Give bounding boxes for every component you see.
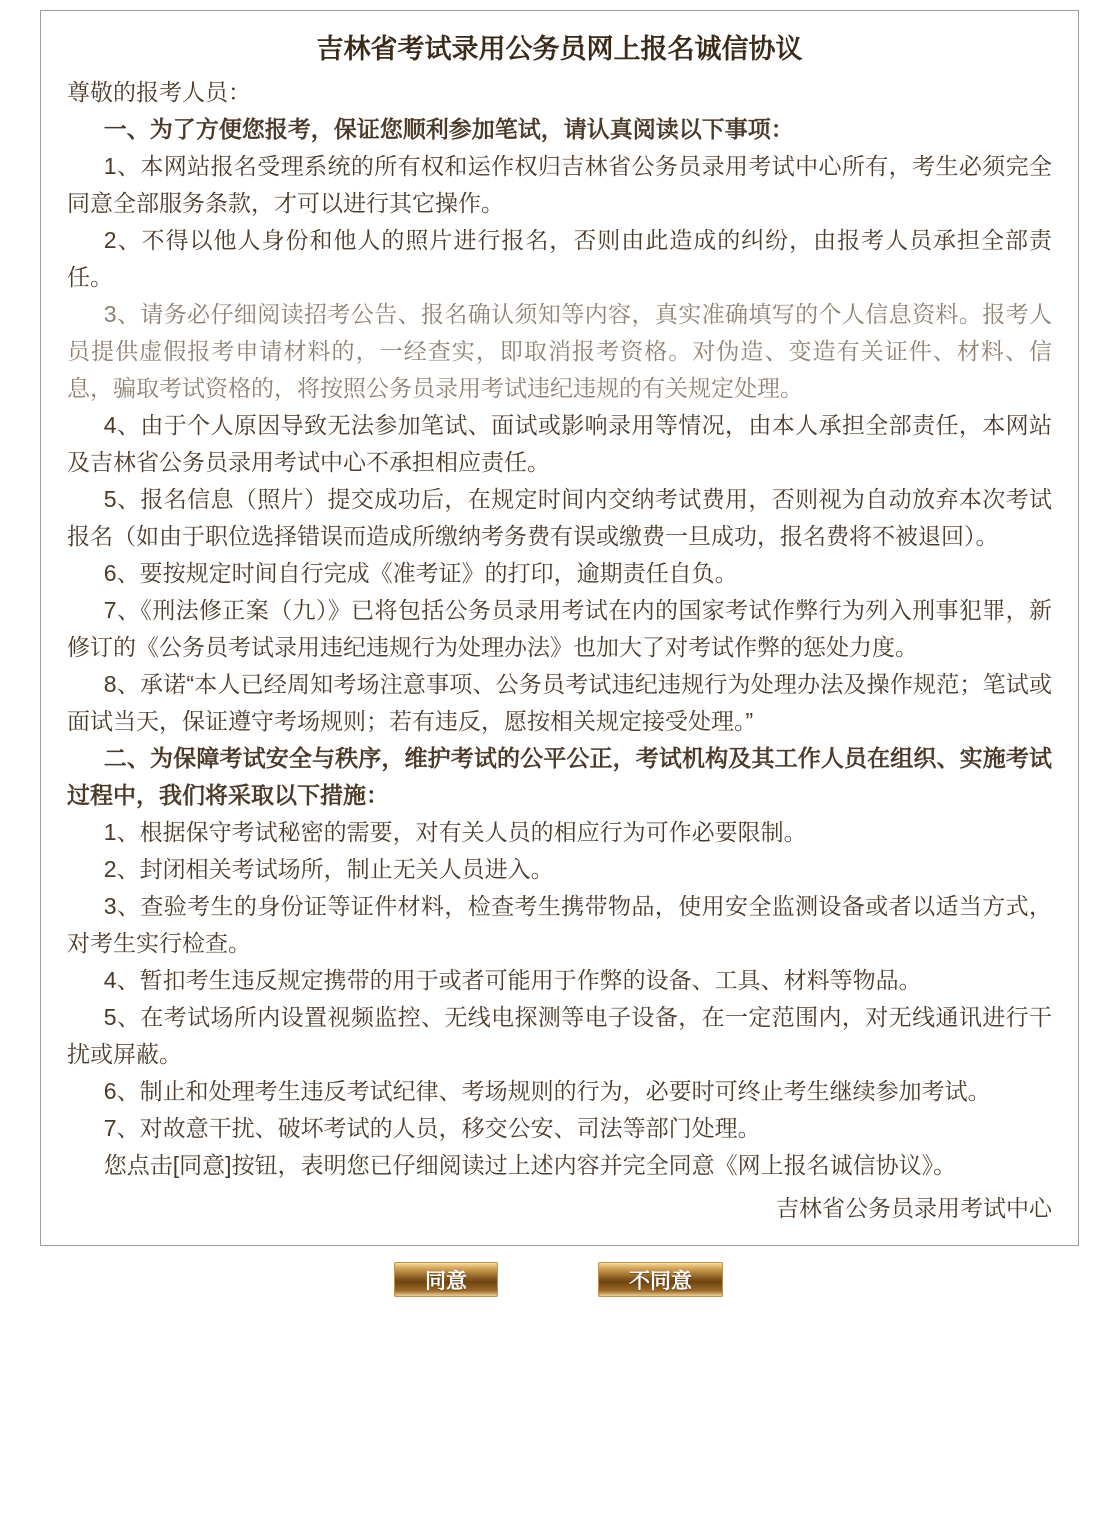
section2-item-3: 3、查验考生的身份证等证件材料，检查考生携带物品，使用安全监测设备或者以适当方式，对考生实行检查。 xyxy=(67,893,1052,956)
closing-note: 您点击[同意]按钮，表明您已仔细阅读过上述内容并完全同意《网上报名诚信协议》。 xyxy=(103,1152,957,1178)
page-title: 吉林省考试录用公务员网上报名诚信协议 xyxy=(316,34,803,64)
section1-heading: 一、为了方便您报考，保证您顺利参加笔试，请认真阅读以下事项： xyxy=(103,116,794,142)
agree-button[interactable]: 同意 xyxy=(394,1262,498,1297)
section1-item-8: 8、承诺“本人已经周知考场注意事项、公务员考试违纪违规行为处理办法及操作规范；笔试或面试当天，保证遵守考场规则；若有违反，愿按相关规定接受处理。” xyxy=(67,671,1052,734)
section1-item-2: 2、不得以他人身份和他人的照片进行报名，否则由此造成的纠纷，由报考人员承担全部责任。 xyxy=(67,227,1052,290)
section1-item-5: 5、报名信息（照片）提交成功后，在规定时间内交纳考试费用，否则视为自动放弃本次考试报名（如由于职位选择错误而造成所缴纳考务费有误或缴费一旦成功，报名费将不被退回）。 xyxy=(67,486,1052,549)
section1-item-7: 7、《刑法修正案（九）》已将包括公务员录用考试在内的国家考试作弊行为列入刑事犯罪，新修订的《公务员考试录用违纪违规行为处理办法》也加大了对考试作弊的惩处力度。 xyxy=(67,597,1052,660)
section2-item-6: 6、制止和处理考生违反考试纪律、考场规则的行为，必要时可终止考生继续参加考试。 xyxy=(103,1078,991,1104)
disagree-button[interactable]: 不同意 xyxy=(598,1262,723,1297)
section2-item-2: 2、封闭相关考试场所，制止无关人员进入。 xyxy=(103,856,554,882)
greeting: 尊敬的报考人员： xyxy=(67,79,251,105)
section1-item-6: 6、要按规定时间自行完成《准考证》的打印，逾期责任自负。 xyxy=(103,560,738,586)
section2-item-5: 5、在考试场所内设置视频监控、无线电探测等电子设备，在一定范围内，对无线通讯进行干扰或屏蔽。 xyxy=(67,1004,1052,1067)
section1-item-1: 1、本网站报名受理系统的所有权和运作权归吉林省公务员录用考试中心所有，考生必须完全同意全部服务条款，才可以进行其它操作。 xyxy=(67,153,1052,216)
section1-item-3: 3、请务必仔细阅读招考公告、报名确认须知等内容，真实准确填写的个人信息资料。报考人员提供虚假报考申请材料的，一经查实，即取消报考资格。对伪造、变造有关证件、材料、信息，骗取考试资格的，将按照公务员录用考试违纪违规的有关规定处理。 xyxy=(67,301,1052,401)
section2-heading: 二、为保障考试安全与秩序，维护考试的公平公正，考试机构及其工作人员在组织、实施考试过程中，我们将采取以下措施： xyxy=(67,745,1052,808)
section2-item-7: 7、对故意干扰、破坏考试的人员，移交公安、司法等部门处理。 xyxy=(103,1115,761,1141)
agreement-panel xyxy=(40,10,1079,1246)
signature: 吉林省公务员录用考试中心 xyxy=(776,1195,1052,1221)
action-buttons xyxy=(0,1262,1117,1297)
section1-item-4: 4、由于个人原因导致无法参加笔试、面试或影响录用等情况，由本人承担全部责任，本网站及吉林省公务员录用考试中心不承担相应责任。 xyxy=(67,412,1052,475)
section2-item-1: 1、根据保守考试秘密的需要，对有关人员的相应行为可作必要限制。 xyxy=(103,819,807,845)
section2-item-4: 4、暂扣考生违反规定携带的用于或者可能用于作弊的设备、工具、材料等物品。 xyxy=(103,967,922,993)
